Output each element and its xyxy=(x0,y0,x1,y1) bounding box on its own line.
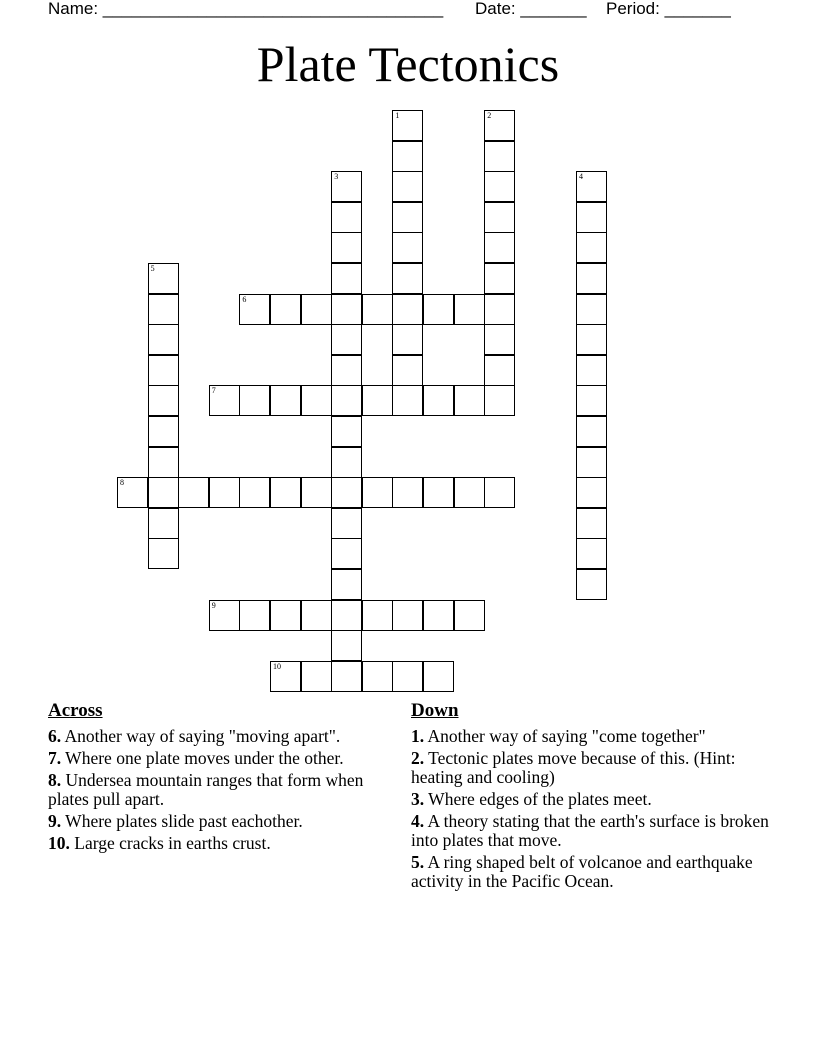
crossword-cell[interactable] xyxy=(392,355,423,386)
crossword-cell[interactable] xyxy=(270,477,301,508)
clue-number: 3. xyxy=(411,789,425,809)
crossword-cell[interactable] xyxy=(392,385,423,416)
clue-text: Undersea mountain ranges that form when plates pull apart. xyxy=(48,770,364,809)
crossword-cell[interactable] xyxy=(576,202,607,233)
crossword-cell[interactable] xyxy=(484,294,515,325)
crossword-cell[interactable] xyxy=(301,385,332,416)
crossword-cell[interactable] xyxy=(209,385,240,416)
crossword-cell[interactable] xyxy=(331,508,362,539)
across-clue xyxy=(48,749,388,768)
crossword-cell[interactable] xyxy=(484,171,515,202)
period-field-label: Period: _______ xyxy=(606,0,731,18)
clue-number: 1. xyxy=(411,726,425,746)
down-clue xyxy=(411,812,781,850)
crossword-cell[interactable] xyxy=(484,263,515,294)
across-clue xyxy=(48,812,388,831)
crossword-cell[interactable] xyxy=(576,355,607,386)
cell-number: 3 xyxy=(334,172,339,182)
crossword-cell[interactable] xyxy=(239,294,270,325)
crossword-cell[interactable] xyxy=(117,477,148,508)
cell-number: 9 xyxy=(211,600,216,610)
clue-text: Large cracks in earths crust. xyxy=(69,833,271,853)
crossword-cell[interactable] xyxy=(148,263,179,294)
down-clues xyxy=(411,700,781,894)
crossword-cell[interactable] xyxy=(392,600,423,631)
crossword-cell[interactable] xyxy=(331,447,362,478)
date-field-label: Date: _______ xyxy=(475,0,587,18)
crossword-cell[interactable] xyxy=(423,600,454,631)
crossword-cell[interactable] xyxy=(270,600,301,631)
down-clue xyxy=(411,853,781,891)
cell-number: 8 xyxy=(120,478,124,488)
crossword-cell[interactable] xyxy=(576,477,607,508)
crossword-cell[interactable] xyxy=(454,294,485,325)
crossword-cell[interactable] xyxy=(576,324,607,355)
crossword-cell[interactable] xyxy=(148,538,179,569)
crossword-cell[interactable] xyxy=(331,600,362,631)
crossword-cell[interactable] xyxy=(576,569,607,600)
clue-number: 2. xyxy=(411,748,425,768)
crossword-cell[interactable] xyxy=(362,294,393,325)
page-title: Plate Tectonics xyxy=(256,36,560,92)
crossword-cell[interactable] xyxy=(331,630,362,661)
crossword-cell[interactable] xyxy=(331,294,362,325)
clue-text: A theory stating that the earth's surface is broken into plates that move. xyxy=(411,811,769,850)
crossword-cell[interactable] xyxy=(576,294,607,325)
clue-text: Another way of saying "come together" xyxy=(424,726,706,746)
down-clue xyxy=(411,790,781,809)
crossword-cell[interactable] xyxy=(576,232,607,263)
clue-number: 8. xyxy=(48,770,62,790)
crossword-cell[interactable] xyxy=(454,385,485,416)
crossword-cell[interactable] xyxy=(576,508,607,539)
across-heading: Across xyxy=(48,700,103,721)
clue-number: 9. xyxy=(48,811,62,831)
crossword-cell[interactable] xyxy=(178,477,209,508)
crossword-cell[interactable] xyxy=(148,508,179,539)
crossword-cell[interactable] xyxy=(331,538,362,569)
clue-number: 7. xyxy=(48,748,62,768)
crossword-cell[interactable] xyxy=(576,416,607,447)
crossword-cell[interactable] xyxy=(331,385,362,416)
crossword-cell[interactable] xyxy=(423,661,454,692)
crossword-cell[interactable] xyxy=(362,385,393,416)
crossword-cell[interactable] xyxy=(392,110,423,141)
clue-number: 10. xyxy=(48,833,70,853)
crossword-cell[interactable] xyxy=(331,202,362,233)
down-clue xyxy=(411,727,781,746)
crossword-cell[interactable] xyxy=(423,477,454,508)
crossword-cell[interactable] xyxy=(362,661,393,692)
crossword-cell[interactable] xyxy=(148,447,179,478)
down-heading: Down xyxy=(411,700,459,721)
crossword-cell[interactable] xyxy=(209,477,240,508)
crossword-cell[interactable] xyxy=(423,294,454,325)
crossword-cell[interactable] xyxy=(454,600,485,631)
crossword-cell[interactable] xyxy=(270,661,301,692)
clue-text: A ring shaped belt of volcanoe and earthquake activity in the Pacific Ocean. xyxy=(411,852,753,891)
cell-number: 10 xyxy=(273,661,281,671)
cell-number: 1 xyxy=(395,111,400,120)
crossword-cell[interactable] xyxy=(331,355,362,386)
crossword-cell[interactable] xyxy=(148,294,179,325)
crossword-cell[interactable] xyxy=(239,385,270,416)
crossword-cell[interactable] xyxy=(576,385,607,416)
crossword-cell[interactable] xyxy=(484,110,515,141)
crossword-cell[interactable] xyxy=(484,477,515,508)
crossword-cell[interactable] xyxy=(392,202,423,233)
crossword-cell[interactable] xyxy=(331,324,362,355)
crossword-cell[interactable] xyxy=(576,447,607,478)
crossword-cell[interactable] xyxy=(331,232,362,263)
crossword-cell[interactable] xyxy=(331,171,362,202)
crossword-cell[interactable] xyxy=(209,600,240,631)
crossword-cell[interactable] xyxy=(301,477,332,508)
cell-number: 2 xyxy=(487,111,492,120)
crossword-cell[interactable] xyxy=(148,355,179,386)
cell-number: 5 xyxy=(150,264,155,273)
crossword-cell[interactable] xyxy=(392,477,423,508)
across-clue xyxy=(48,834,388,853)
clue-text: Another way of saying "moving apart". xyxy=(61,726,341,746)
crossword-cell[interactable] xyxy=(331,416,362,447)
crossword-cell[interactable] xyxy=(239,477,270,508)
across-clue xyxy=(48,771,388,809)
clue-text: Where plates slide past eachother. xyxy=(61,811,303,831)
crossword-cell[interactable] xyxy=(301,294,332,325)
crossword-cell[interactable] xyxy=(331,477,362,508)
crossword-cell[interactable] xyxy=(301,600,332,631)
crossword-cell[interactable] xyxy=(392,141,423,172)
crossword-cell[interactable] xyxy=(484,355,515,386)
crossword-cell[interactable] xyxy=(392,324,423,355)
crossword-cell[interactable] xyxy=(331,263,362,294)
clue-number: 5. xyxy=(411,852,425,872)
crossword-cell[interactable] xyxy=(331,569,362,600)
crossword-cell[interactable] xyxy=(270,385,301,416)
crossword-cell[interactable] xyxy=(148,477,179,508)
crossword-cell[interactable] xyxy=(392,263,423,294)
crossword-cell[interactable] xyxy=(270,294,301,325)
crossword-cell[interactable] xyxy=(392,232,423,263)
crossword-cell[interactable] xyxy=(484,324,515,355)
crossword-cell[interactable] xyxy=(148,385,179,416)
cell-number: 4 xyxy=(579,172,583,182)
crossword-cell[interactable] xyxy=(239,600,270,631)
cell-number: 7 xyxy=(211,386,216,396)
crossword-cell[interactable] xyxy=(392,294,423,325)
clue-number: 4. xyxy=(411,811,425,831)
crossword-cell[interactable] xyxy=(392,171,423,202)
crossword-cell[interactable] xyxy=(484,141,515,172)
crossword-cell[interactable] xyxy=(148,324,179,355)
across-clue xyxy=(48,727,388,746)
name-field-label: Name: ____________________________________ xyxy=(48,0,444,18)
cell-number: 6 xyxy=(242,294,247,304)
clue-number: 6. xyxy=(48,726,62,746)
crossword-cell[interactable] xyxy=(148,416,179,447)
across-clues xyxy=(48,700,388,856)
crossword-cell[interactable] xyxy=(484,385,515,416)
crossword-cell[interactable] xyxy=(392,661,423,692)
crossword-cell[interactable] xyxy=(576,171,607,202)
crossword-cell[interactable] xyxy=(423,385,454,416)
crossword-cell[interactable] xyxy=(576,538,607,569)
crossword-cell[interactable] xyxy=(362,477,393,508)
crossword-cell[interactable] xyxy=(331,661,362,692)
clue-text: Where one plate moves under the other. xyxy=(61,748,344,768)
crossword-cell[interactable] xyxy=(576,263,607,294)
crossword-cell[interactable] xyxy=(484,202,515,233)
clue-text: Where edges of the plates meet. xyxy=(424,789,652,809)
crossword-cell[interactable] xyxy=(454,477,485,508)
down-clue xyxy=(411,749,781,787)
clue-text: Tectonic plates move because of this. (Hint: heating and cooling) xyxy=(411,748,736,787)
crossword-cell[interactable] xyxy=(301,661,332,692)
crossword-cell[interactable] xyxy=(362,600,393,631)
crossword-cell[interactable] xyxy=(484,232,515,263)
